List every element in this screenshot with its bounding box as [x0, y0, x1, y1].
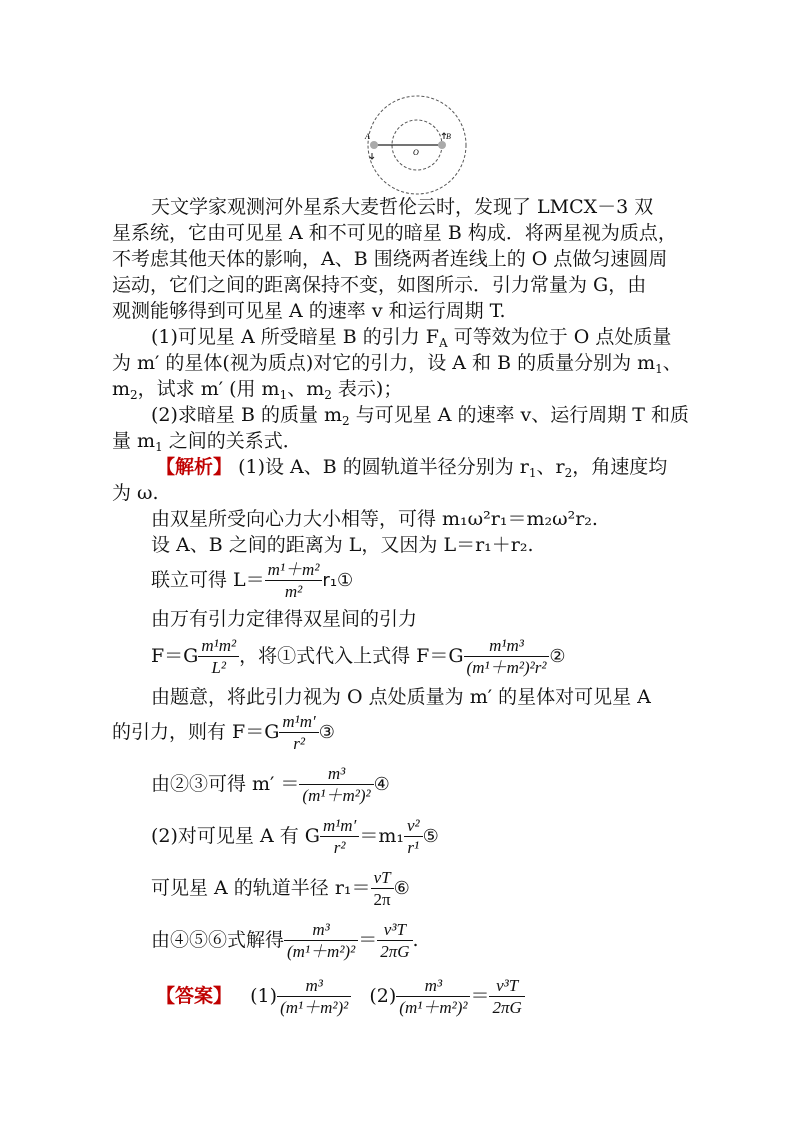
s9-pre: 的引力，则有 F＝G [112, 721, 280, 743]
s12-num: vT [371, 868, 394, 889]
problem-line-5: 观测能够得到可见星 A 的速率 v 和运行周期 T. [112, 300, 506, 322]
s5-den: m² [284, 581, 303, 601]
problem-line-1: 天文学家观测河外星系大麦哲伦云时，发现了 LMCX－3 双 [151, 196, 654, 218]
answer-2-fraction-2 [489, 976, 524, 1019]
s5-num: m¹＋m² [265, 560, 323, 581]
s10-den: (m¹＋m²)² [302, 785, 371, 805]
solution-line-10 [151, 762, 731, 807]
q1c-mid2: 、m [287, 378, 325, 400]
s7-num: m¹m² [198, 636, 239, 657]
s12-den: 2π [373, 889, 391, 909]
q1a-rest: 可等效为位于 O 点处质量 [447, 326, 672, 348]
q1c-mid: ，试求 m′ (用 m [137, 378, 280, 400]
q1b-end: 、 [662, 352, 682, 374]
answer-tag: 【答案】 [156, 985, 233, 1007]
s10-post: ④ [373, 774, 390, 795]
q1a-sub: A [438, 336, 448, 350]
s13-num2: v³T [377, 920, 412, 941]
q1c-pre: m [112, 378, 131, 400]
s9-post: ③ [318, 722, 335, 743]
s11-den2: r¹ [407, 837, 420, 857]
solution-line-3: 由双星所受向心力大小相等，可得 m₁ω²r₁＝m₂ω²r₂. [151, 508, 598, 530]
s1-sub2: 2 [564, 466, 573, 480]
solution-line-4: 设 A、B 之间的距离为 L，又因为 L＝r₁＋r₂. [151, 534, 534, 556]
star-a [370, 141, 378, 149]
s13-pre: 由④⑤⑥式解得 [151, 929, 285, 951]
q1c-sub3: 2 [324, 388, 332, 402]
solution-line-13 [151, 918, 731, 963]
solution-line-11 [151, 814, 731, 859]
s11-num2: v² [404, 816, 423, 837]
s5-fraction [265, 560, 323, 603]
label-a: A [365, 132, 370, 141]
star-a-arrow-icon [370, 153, 374, 159]
answer-line [156, 974, 736, 1019]
s9-den: r² [293, 733, 305, 753]
answer-1-fraction [277, 976, 351, 1019]
s7-mid: ，将①式代入上式得 F＝G [239, 645, 464, 667]
star-b [438, 141, 446, 149]
s7-num2: m¹m³ [464, 636, 550, 657]
answer-2-fraction-1 [396, 976, 470, 1019]
s11-pre: (2)对可见星 A 有 G [151, 825, 320, 847]
q1c-end: 表示)； [331, 378, 403, 400]
q1b-text: 为 m′ 的星体(视为质点)对它的引力，设 A 和 B 的质量分别为 m [112, 352, 656, 374]
q2b-sub: 1 [155, 440, 163, 454]
s10-num: m³ [299, 764, 373, 785]
answer-part-2-label: (2) [369, 985, 397, 1007]
s1-mid: 、r [536, 456, 565, 478]
s12-pre: 可见星 A 的轨道半径 r₁＝ [151, 877, 371, 899]
label-b: B [446, 132, 451, 141]
problem-line-2: 星系统，它由可见星 A 和不可见的暗星 B 构成．将两星视为质点， [112, 222, 677, 244]
s13-num: m³ [284, 920, 358, 941]
solution-line-7 [151, 634, 731, 679]
a2-num2: v³T [489, 976, 524, 997]
s7-den: L² [211, 657, 227, 677]
problem-line-3: 不考虑其他天体的影响，A、B 围绕两者连线上的 O 点做匀速圆周 [112, 248, 668, 270]
label-o: O [413, 148, 419, 157]
q2b-rest: 之间的关系式． [162, 430, 302, 452]
s11-num: m¹m′ [320, 816, 359, 837]
s13-fraction-1 [284, 920, 358, 963]
answer-part-1-label: (1) [250, 985, 278, 1007]
s10-pre: 由②③可得 m′ ＝ [151, 773, 300, 795]
problem-line-4: 运动，它们之间的距离保持不变，如图所示．引力常量为 G，由 [112, 274, 647, 296]
s11-mid: ＝m₁ [359, 825, 404, 847]
s9-fraction [279, 712, 318, 755]
a2-den2: 2πG [492, 997, 522, 1017]
solution-line-12 [151, 866, 731, 911]
solution-line-2: 为 ω. [112, 482, 159, 504]
solution-line-6: 由万有引力定律得双星间的引力 [151, 608, 418, 630]
q2a-rest: 与可见星 A 的速率 v、运行周期 T 和质 [349, 404, 690, 426]
solution-tag: 【解析】 [156, 456, 233, 478]
s13-den: (m¹＋m²)² [287, 941, 356, 961]
q1c-sub: 2 [130, 388, 138, 402]
s5-pre: 联立可得 L＝ [151, 569, 265, 591]
s13-post: . [412, 929, 419, 951]
a2-den: (m¹＋m²)² [399, 997, 468, 1017]
q1a-text: (1)可见星 A 所受暗星 B 的引力 F [151, 326, 439, 348]
s5-post: r₁① [322, 570, 354, 591]
s1-text: (1)设 A、B 的圆轨道半径分别为 r [238, 456, 529, 478]
s7-den2: (m¹＋m²)²r² [466, 657, 547, 677]
s7-fraction-1 [198, 636, 239, 679]
s11-den: r² [333, 837, 346, 857]
s1-end: ，角速度均 [572, 456, 668, 478]
s12-fraction [371, 868, 394, 911]
s13-den2: 2πG [380, 941, 410, 961]
a1-num: m³ [277, 976, 351, 997]
solution-line-8: 由题意，将此引力视为 O 点处质量为 m′ 的星体对可见星 A [151, 686, 651, 708]
a2-mid: ＝ [470, 985, 490, 1007]
s1-sub1: 1 [528, 466, 537, 480]
s11-fraction-2 [404, 816, 423, 859]
s11-post: ⑤ [422, 826, 439, 847]
a1-den: (m¹＋m²)² [280, 997, 349, 1017]
s12-post: ⑥ [393, 878, 410, 899]
s13-mid: ＝ [358, 929, 378, 951]
q2b-pre: 量 m [112, 430, 156, 452]
q2a-sub: 2 [342, 414, 350, 428]
q1b-sub: 1 [655, 362, 663, 376]
s11-fraction-1 [320, 816, 359, 859]
binary-star-orbit-figure [362, 91, 472, 199]
a2-num: m³ [396, 976, 470, 997]
solution-line-5 [151, 558, 731, 603]
q2a-pre: (2)求暗星 B 的质量 m [151, 404, 343, 426]
s7-fraction-2 [464, 636, 550, 679]
s9-num: m¹m′ [279, 712, 318, 733]
s13-fraction-2 [377, 920, 412, 963]
q1c-sub2: 1 [279, 388, 288, 402]
s10-fraction [299, 764, 373, 807]
s7-pre: F＝G [151, 645, 199, 667]
solution-line-9 [112, 710, 692, 755]
s7-post: ② [549, 646, 566, 667]
